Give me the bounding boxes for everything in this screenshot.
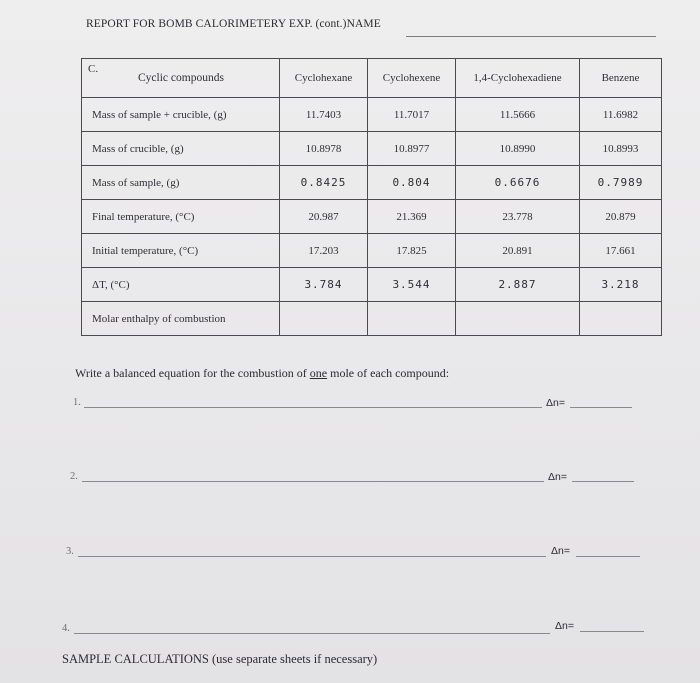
section-label: C. (88, 63, 99, 75)
instructions-emphasis: one (309, 366, 328, 380)
table-row (82, 302, 662, 336)
delta-n-label: Δn= (548, 471, 567, 483)
row-label: ΔT, (°C) (82, 268, 280, 302)
equation-line (74, 633, 550, 634)
table-cell: 20.987 (280, 200, 368, 234)
table-cell: 17.203 (280, 234, 368, 268)
table-row (82, 132, 662, 166)
table-cell: 17.825 (368, 234, 456, 268)
handwritten-cell: 0.8425 (280, 166, 368, 200)
handwritten-cell: 0.6676 (456, 166, 580, 200)
column-header: Benzene (580, 59, 662, 98)
equation-number: 1. (73, 397, 81, 408)
table-row (82, 200, 662, 234)
column-header: 1,4-Cyclohexadiene (456, 59, 580, 98)
equation-number: 2. (70, 471, 78, 482)
delta-n-label: Δn= (551, 545, 570, 557)
header-corner-cell (82, 59, 280, 98)
equation-line (84, 407, 542, 408)
column-header: Cyclohexene (368, 59, 456, 98)
empty-answer-cell (368, 302, 456, 336)
table-cell: 21.369 (368, 200, 456, 234)
handwritten-cell: 0.7989 (580, 166, 662, 200)
equation-number: 3. (66, 546, 74, 557)
corner-label: Cyclic compounds (138, 72, 224, 84)
delta-n-blank (576, 556, 640, 557)
table-cell: 10.8978 (280, 132, 368, 166)
table-cell: 20.891 (456, 234, 580, 268)
delta-n-blank (572, 481, 634, 482)
table-cell: 11.6982 (580, 98, 662, 132)
empty-answer-cell (580, 302, 662, 336)
table-cell: 10.8977 (368, 132, 456, 166)
empty-answer-cell (456, 302, 580, 336)
equation-number: 4. (62, 623, 70, 634)
row-label: Molar enthalpy of combustion (82, 302, 280, 336)
table-cell: 17.661 (580, 234, 662, 268)
table-cell: 20.879 (580, 200, 662, 234)
equation-line (78, 556, 546, 557)
empty-answer-cell (280, 302, 368, 336)
delta-n-label: Δn= (546, 397, 565, 409)
table-header-row (82, 59, 662, 98)
table-cell: 23.778 (456, 200, 580, 234)
handwritten-cell: 3.218 (580, 268, 662, 302)
table-row (82, 234, 662, 268)
handwritten-cell: 2.887 (456, 268, 580, 302)
delta-n-label: Δn= (555, 620, 574, 632)
instructions-text (75, 366, 449, 381)
handwritten-cell: 3.784 (280, 268, 368, 302)
instructions-prefix: Write a balanced equation for the combustion of (75, 366, 310, 380)
handwritten-cell: 3.544 (368, 268, 456, 302)
sample-calculations-heading: SAMPLE CALCULATIONS (use separate sheets if necessary) (62, 652, 378, 666)
table-row (82, 268, 662, 302)
delta-n-blank (570, 407, 632, 408)
name-blank-line (406, 36, 656, 37)
handwritten-cell: 0.804 (368, 166, 456, 200)
table-cell: 10.8993 (580, 132, 662, 166)
instructions-suffix: mole of each compound: (327, 366, 450, 380)
table-row (82, 166, 662, 200)
delta-n-blank (580, 631, 644, 632)
row-label: Initial temperature, (°C) (82, 234, 280, 268)
table-row (82, 98, 662, 132)
row-label: Mass of crucible, (g) (82, 132, 280, 166)
row-label: Final temperature, (°C) (82, 200, 280, 234)
table-cell: 11.5666 (456, 98, 580, 132)
column-header: Cyclohexane (280, 59, 368, 98)
row-label: Mass of sample + crucible, (g) (82, 98, 280, 132)
row-label: Mass of sample, (g) (82, 166, 280, 200)
table-cell: 10.8990 (456, 132, 580, 166)
data-table (81, 58, 662, 336)
equation-line (82, 481, 544, 482)
table-cell: 11.7403 (280, 98, 368, 132)
table-cell: 11.7017 (368, 98, 456, 132)
report-title: REPORT FOR BOMB CALORIMETERY EXP. (cont.)NAME (86, 18, 381, 30)
